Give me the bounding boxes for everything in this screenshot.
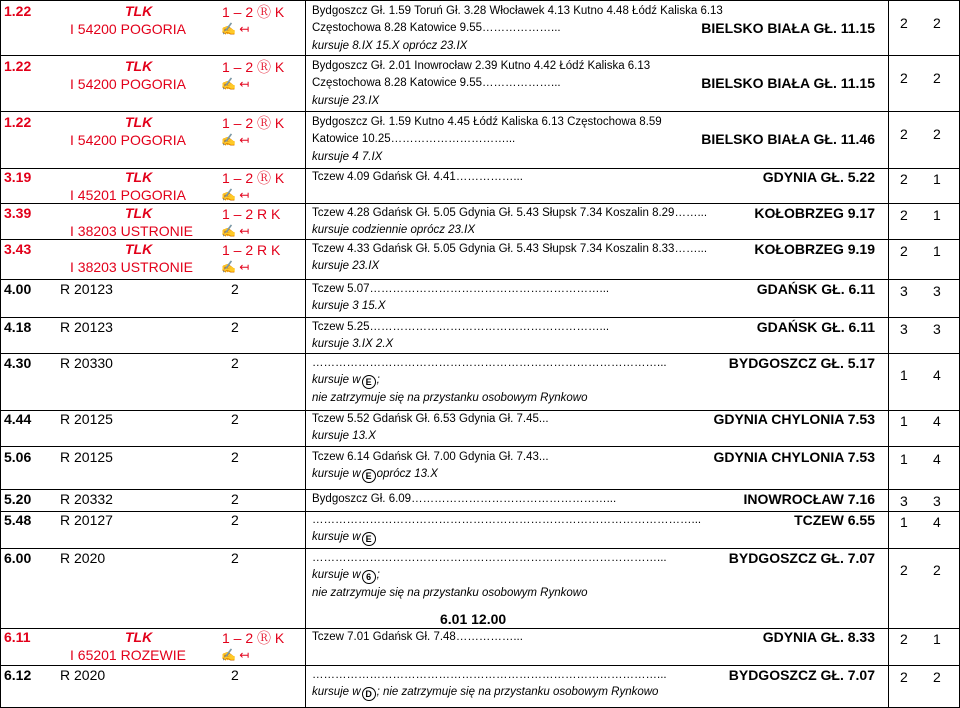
service-note xyxy=(312,152,382,164)
service-note xyxy=(312,339,393,351)
route-line: ………………………………………………………………………………………... xyxy=(312,514,702,526)
service-note xyxy=(312,532,377,546)
service-note xyxy=(312,96,379,108)
track-number: 2 xyxy=(900,562,909,578)
train-name: I 54200 POGORIA xyxy=(70,76,186,92)
train-name: R 2020 xyxy=(60,667,106,683)
track-number: 2 xyxy=(900,207,909,223)
destination: BYDGOSZCZ GŁ. 5.17 xyxy=(728,355,875,371)
platform-number: 2 xyxy=(933,70,942,86)
platform-number: 4 xyxy=(933,514,942,530)
departure-time: 1.22 xyxy=(4,58,32,74)
departure-time: 3.39 xyxy=(4,205,32,221)
service-class: 2 xyxy=(231,411,239,427)
route-line: Bydgoszcz Gł. 1.59 Kutno 4.45 Łódź Kaliska 6.13 Częstochowa 8.59 xyxy=(312,116,662,128)
platform-number: 4 xyxy=(933,413,942,429)
destination: KOŁOBRZEG 9.17 xyxy=(754,205,875,221)
route-line: Tczew 6.14 Gdańsk Gł. 7.00 Gdynia Gł. 7.43... xyxy=(312,451,549,463)
destination: KOŁOBRZEG 9.19 xyxy=(754,241,875,257)
row-separator xyxy=(0,203,960,204)
note-tail: ; xyxy=(376,569,380,581)
note-text: kursuje 23.IX xyxy=(312,260,380,272)
col-separator xyxy=(0,0,1,708)
service-note xyxy=(312,41,467,53)
row-separator xyxy=(0,239,960,240)
service-class: 2 xyxy=(231,491,239,507)
departure-time: 5.48 xyxy=(4,512,32,528)
track-number: 2 xyxy=(900,70,909,86)
service-icons: ✍ ↤ xyxy=(221,22,250,36)
departure-time: 5.06 xyxy=(4,449,32,465)
train-name: R 2020 xyxy=(60,550,106,566)
train-name: R 20123 xyxy=(60,281,113,297)
note-text: kursuje w xyxy=(312,374,361,386)
service-class: 2 xyxy=(231,667,239,683)
carrier-label: TLK xyxy=(125,629,153,645)
route-line: Bydgoszcz Gł. 6.09……………………………………………... xyxy=(312,493,617,505)
track-number: 3 xyxy=(900,493,909,509)
platform-number: 2 xyxy=(933,562,942,578)
note-text: kursuje 23.IX xyxy=(312,95,380,107)
train-name: I 45201 POGORIA xyxy=(70,187,186,203)
platform-number: 2 xyxy=(933,15,942,31)
departure-time: 6.00 xyxy=(4,550,32,566)
track-number: 2 xyxy=(900,631,909,647)
platform-number: 1 xyxy=(933,243,942,259)
departure-time: 4.44 xyxy=(4,411,32,427)
service-note xyxy=(312,375,380,389)
departure-time: 3.43 xyxy=(4,241,32,257)
service-note xyxy=(312,469,438,483)
route-line: Tczew 5.52 Gdańsk Gł. 6.53 Gdynia Gł. 7.45... xyxy=(312,413,549,425)
destination: GDYNIA GŁ. 5.22 xyxy=(762,169,875,185)
service-icons: ✍ ↤ xyxy=(221,260,250,274)
row-separator xyxy=(0,665,960,666)
platform-number: 3 xyxy=(933,321,942,337)
service-class: 1 – 2 Ⓡ K xyxy=(222,4,285,20)
note-text: kursuje 8.IX 15.X oprócz 23.IX xyxy=(312,40,468,52)
destination: BIELSKO BIAŁA GŁ. 11.46 xyxy=(701,131,875,147)
departure-time: 3.19 xyxy=(4,169,32,185)
platform-number: 2 xyxy=(933,669,942,685)
service-note xyxy=(312,225,475,237)
destination: GDYNIA CHYLONIA 7.53 xyxy=(713,411,875,427)
service-class: 2 xyxy=(231,281,239,297)
destination: INOWROCŁAW 7.16 xyxy=(743,491,875,507)
destination: GDYNIA GŁ. 8.33 xyxy=(762,629,875,645)
route-line-2: Częstochowa 8.28 Katowice 9.55………………... xyxy=(312,22,561,34)
row-separator xyxy=(0,279,960,280)
carrier-label: TLK xyxy=(125,169,153,185)
note-text: kursuje w xyxy=(312,531,361,543)
platform-number: 2 xyxy=(933,126,942,142)
platform-number: 1 xyxy=(933,207,942,223)
track-number: 1 xyxy=(900,367,909,383)
route-line: Tczew 4.09 Gdańsk Gł. 4.41……………... xyxy=(312,171,523,183)
train-name: I 65201 ROZEWIE xyxy=(70,647,186,663)
row-separator xyxy=(0,353,960,354)
route-line: Tczew 7.01 Gdańsk Gł. 7.48……………... xyxy=(312,631,523,643)
track-number: 1 xyxy=(900,413,909,429)
carrier-label: TLK xyxy=(125,114,153,130)
note-text: kursuje 3 15.X xyxy=(312,300,386,312)
route-line: ………………………………………………………………………………... xyxy=(312,552,667,564)
service-class: 1 – 2 Ⓡ K xyxy=(222,115,285,131)
train-name: R 20125 xyxy=(60,411,113,427)
platform-number: 4 xyxy=(933,451,942,467)
destination: GDYNIA CHYLONIA 7.53 xyxy=(713,449,875,465)
track-number: 1 xyxy=(900,451,909,467)
track-number: 3 xyxy=(900,283,909,299)
route-line: Tczew 4.28 Gdańsk Gł. 5.05 Gdynia Gł. 5.43 Słupsk 7.34 Koszalin 8.29……... xyxy=(312,207,708,219)
service-note xyxy=(312,570,380,584)
calendar-symbol-icon: E xyxy=(362,375,376,389)
carrier-label: TLK xyxy=(125,58,153,74)
calendar-symbol-icon: 6 xyxy=(362,570,376,584)
service-class: 1 – 2 Ⓡ K xyxy=(222,630,285,646)
calendar-symbol-icon: E xyxy=(362,532,376,546)
departure-time: 4.30 xyxy=(4,355,32,371)
departure-time: 4.00 xyxy=(4,281,32,297)
note-tail: oprócz 13.X xyxy=(376,468,438,480)
track-number: 2 xyxy=(900,243,909,259)
note-text: kursuje w xyxy=(312,686,361,698)
note-text: kursuje w xyxy=(312,468,361,480)
row-separator xyxy=(0,446,960,447)
destination: TCZEW 6.55 xyxy=(794,512,875,528)
platform-number: 1 xyxy=(933,171,942,187)
service-note-2: nie zatrzymuje się na przystanku osobowym Rynkowo xyxy=(312,587,588,599)
train-name: R 20127 xyxy=(60,512,113,528)
track-number: 2 xyxy=(900,126,909,142)
track-number: 2 xyxy=(900,669,909,685)
service-note xyxy=(312,431,376,443)
route-line: Bydgoszcz Gł. 1.59 Toruń Gł. 3.28 Włocławek 4.13 Kutno 4.48 Łódź Kaliska 6.13 xyxy=(312,5,723,17)
train-name: I 54200 POGORIA xyxy=(70,21,186,37)
note-text: kursuje w xyxy=(312,569,361,581)
train-name: R 20332 xyxy=(60,491,113,507)
service-note xyxy=(312,687,658,701)
track-number: 2 xyxy=(900,15,909,31)
service-class: 1 – 2 Ⓡ K xyxy=(222,59,285,75)
route-line: ………………………………………………………………………………... xyxy=(312,669,667,681)
train-name: I 38203 USTRONIE xyxy=(70,223,193,239)
destination: GDAŃSK GŁ. 6.11 xyxy=(756,319,875,335)
note-tail: ; xyxy=(376,374,380,386)
route-line: Tczew 4.33 Gdańsk Gł. 5.05 Gdynia Gł. 5.43 Słupsk 7.34 Koszalin 8.33……... xyxy=(312,243,708,255)
row-separator xyxy=(0,489,960,490)
row-separator xyxy=(0,55,960,56)
route-line: Tczew 5.07……………………………………………………... xyxy=(312,283,610,295)
service-class: 2 xyxy=(231,319,239,335)
destination: BIELSKO BIAŁA GŁ. 11.15 xyxy=(701,75,875,91)
destination: BYDGOSZCZ GŁ. 7.07 xyxy=(728,667,875,683)
departure-time: 1.22 xyxy=(4,3,32,19)
row-separator xyxy=(0,548,960,549)
track-number: 1 xyxy=(900,514,909,530)
destination: GDAŃSK GŁ. 6.11 xyxy=(756,281,875,297)
row-separator xyxy=(0,111,960,112)
note-text: kursuje codziennie oprócz 23.IX xyxy=(312,224,476,236)
route-line: Bydgoszcz Gł. 2.01 Inowrocław 2.39 Kutno 4.42 Łódź Kaliska 6.13 xyxy=(312,60,651,72)
track-number: 2 xyxy=(900,171,909,187)
train-name: I 38203 USTRONIE xyxy=(70,259,193,275)
route-line-2: Częstochowa 8.28 Katowice 9.55………………... xyxy=(312,77,561,89)
platform-number: 1 xyxy=(933,631,942,647)
carrier-label: TLK xyxy=(125,205,153,221)
departure-time: 6.11 xyxy=(4,629,31,645)
service-class: 2 xyxy=(231,550,239,566)
service-icons: ✍ ↤ xyxy=(221,224,250,238)
service-class: 2 xyxy=(231,355,239,371)
service-class: 2 xyxy=(231,512,239,528)
service-note-2: nie zatrzymuje się na przystanku osobowym Rynkowo xyxy=(312,392,588,404)
col-separator xyxy=(305,0,306,708)
service-class: 1 – 2 R K xyxy=(222,206,281,222)
service-note xyxy=(312,261,379,273)
train-name: R 20123 xyxy=(60,319,113,335)
calendar-symbol-icon: E xyxy=(362,469,376,483)
destination: BIELSKO BIAŁA GŁ. 11.15 xyxy=(701,20,875,36)
note-text: kursuje 3.IX 2.X xyxy=(312,338,394,350)
note-text: kursuje 4 7.IX xyxy=(312,151,383,163)
carrier-label: TLK xyxy=(125,241,153,257)
destination: BYDGOSZCZ GŁ. 7.07 xyxy=(728,550,875,566)
track-number: 3 xyxy=(900,321,909,337)
interval-heading: 6.01 12.00 xyxy=(440,611,507,627)
service-icons: ✍ ↤ xyxy=(221,188,250,202)
route-line: ………………………………………………………………………………... xyxy=(312,357,667,369)
platform-number: 4 xyxy=(933,367,942,383)
departure-time: 5.20 xyxy=(4,491,32,507)
service-icons: ✍ ↤ xyxy=(221,133,250,147)
service-icons: ✍ ↤ xyxy=(221,77,250,91)
train-name: R 20330 xyxy=(60,355,113,371)
train-name: I 54200 POGORIA xyxy=(70,132,186,148)
departure-time: 6.12 xyxy=(4,667,32,683)
note-text: kursuje 13.X xyxy=(312,430,376,442)
col-separator xyxy=(888,0,889,708)
service-class: 1 – 2 Ⓡ K xyxy=(222,170,285,186)
departure-time: 1.22 xyxy=(4,114,32,130)
calendar-symbol-icon: D xyxy=(362,687,376,701)
service-icons: ✍ ↤ xyxy=(221,648,250,662)
row-separator xyxy=(0,317,960,318)
departure-time: 4.18 xyxy=(4,319,32,335)
route-line: Tczew 5.25……………………………………………………... xyxy=(312,321,610,333)
train-name: R 20125 xyxy=(60,449,113,465)
platform-number: 3 xyxy=(933,493,942,509)
note-tail: ; nie zatrzymuje się na przystanku osobowym Rynkowo xyxy=(376,686,659,698)
row-separator xyxy=(0,0,960,1)
carrier-label: TLK xyxy=(125,3,153,19)
service-class: 2 xyxy=(231,449,239,465)
route-line-2: Katowice 10.25…………………………... xyxy=(312,133,516,145)
service-note xyxy=(312,301,386,313)
platform-number: 3 xyxy=(933,283,942,299)
service-class: 1 – 2 R K xyxy=(222,242,281,258)
